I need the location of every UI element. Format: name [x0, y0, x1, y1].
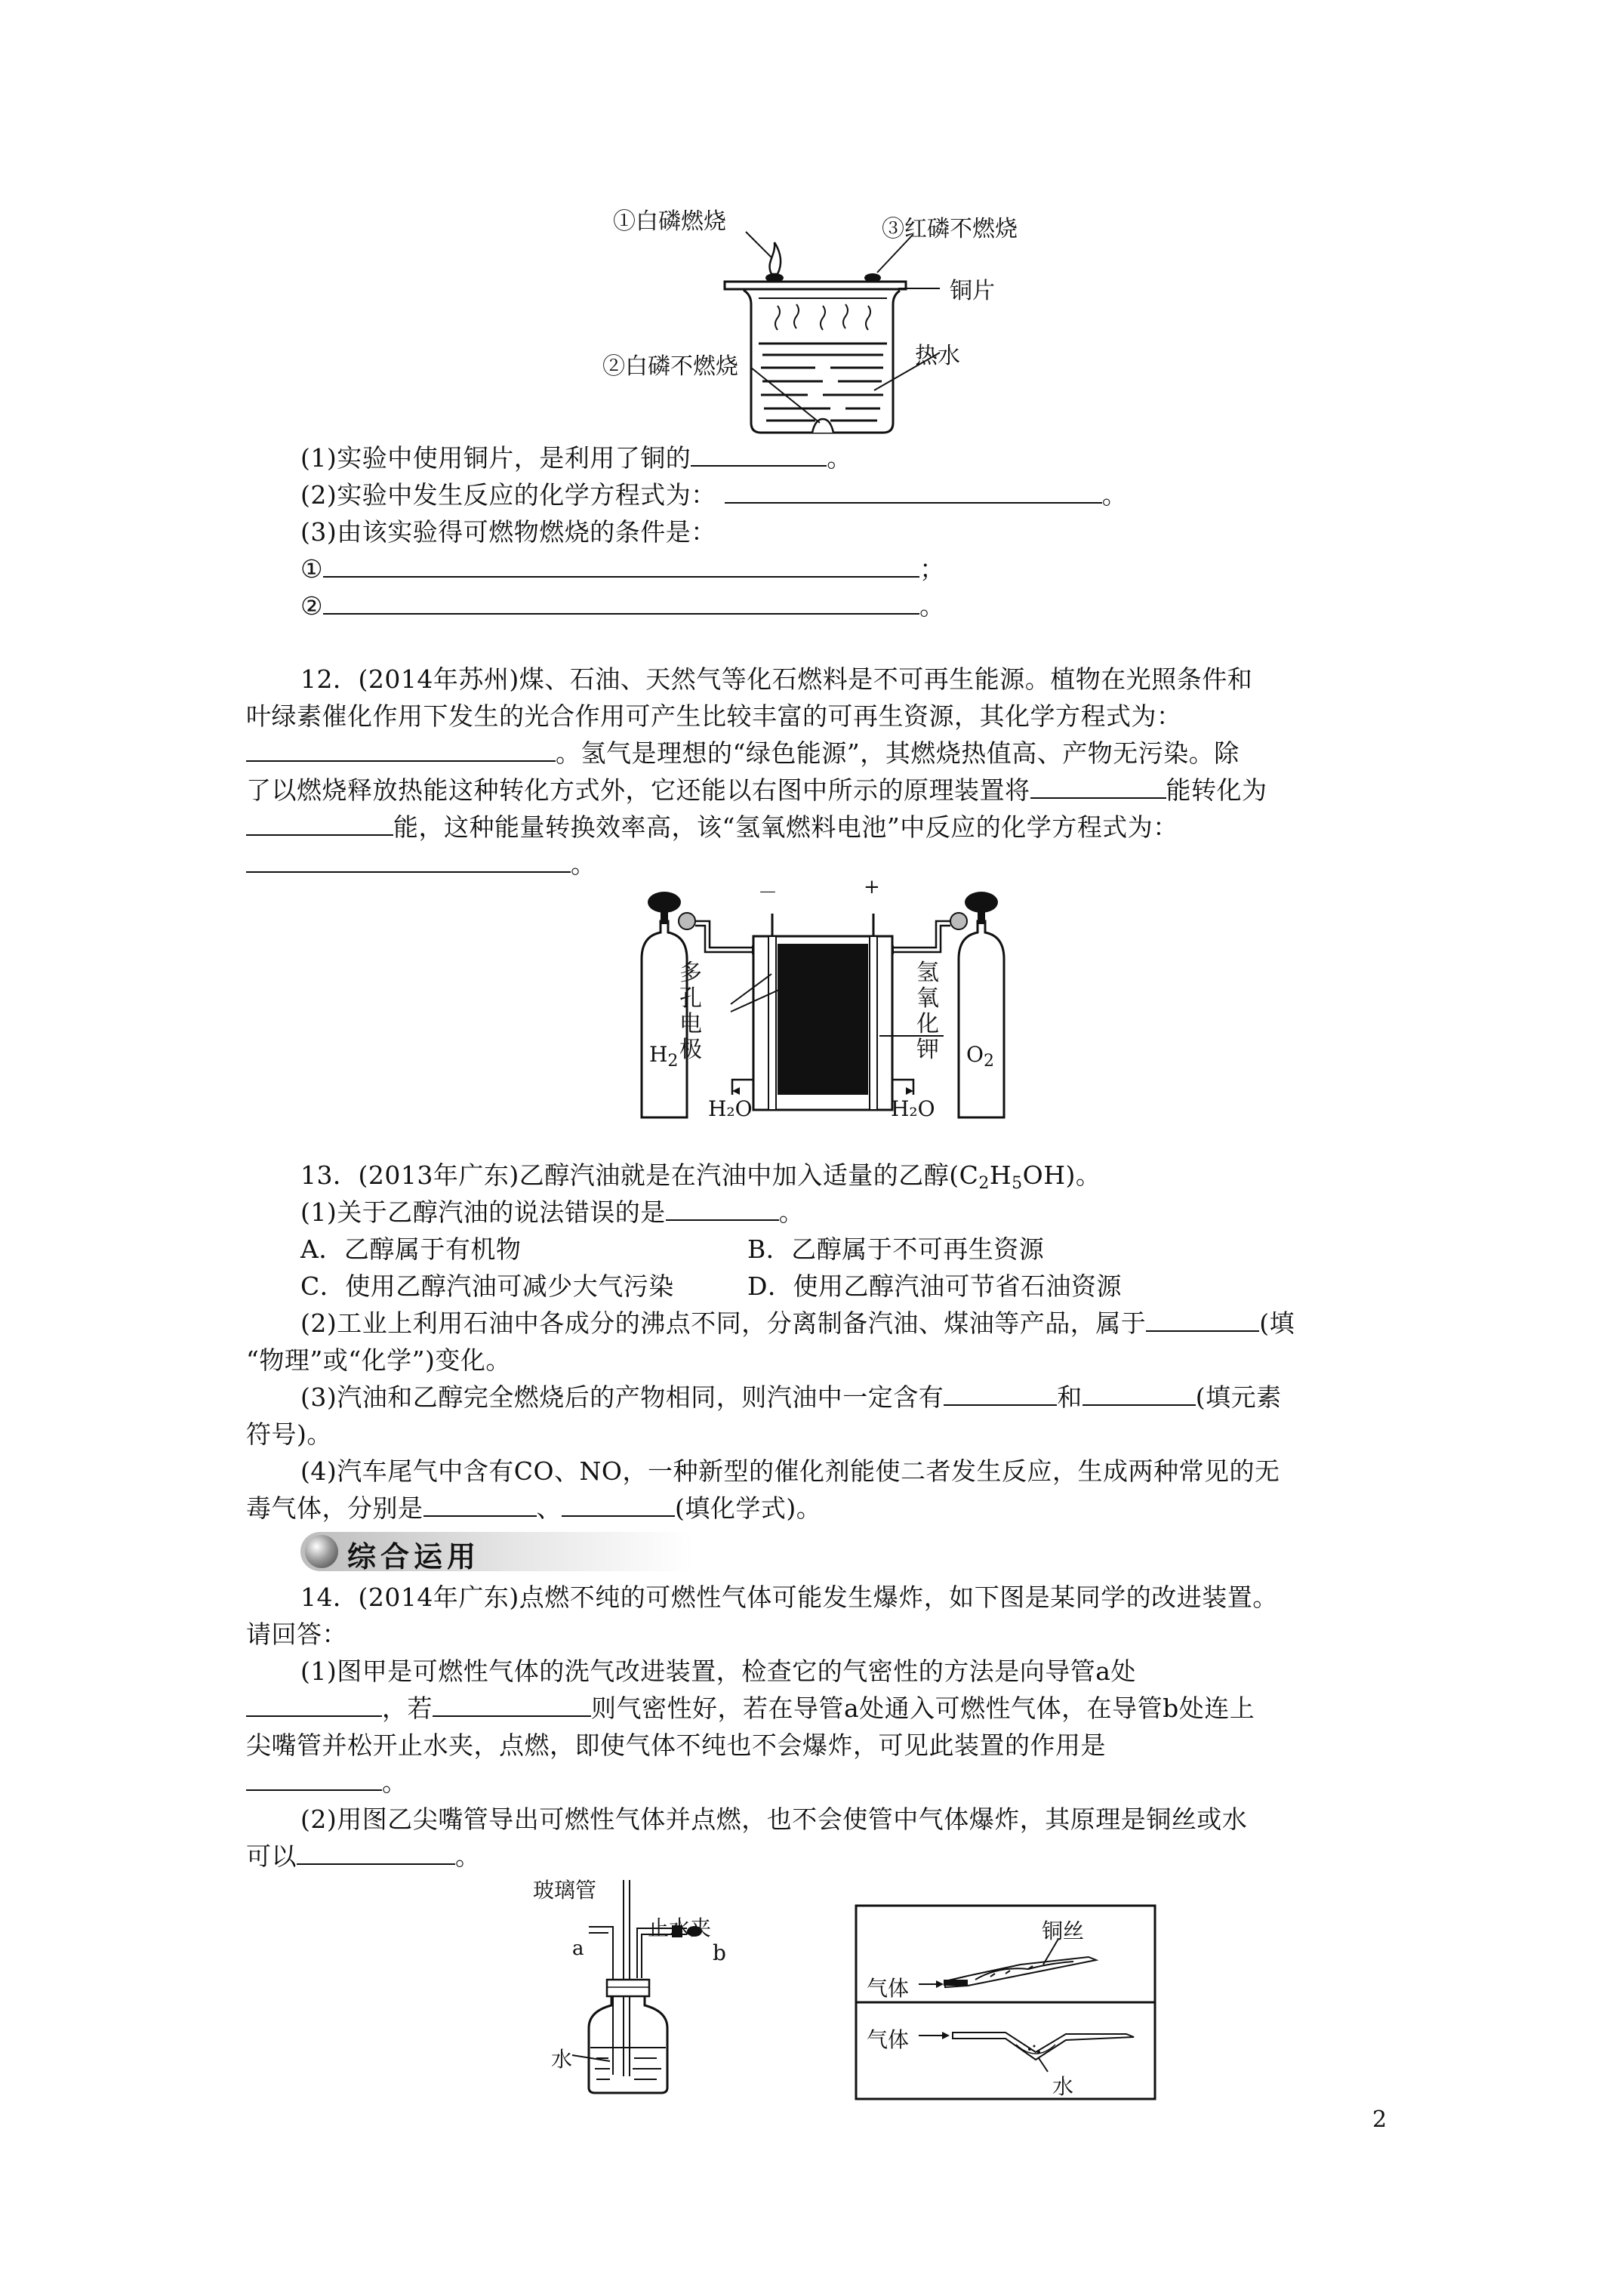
answer-blank[interactable]	[725, 479, 1102, 504]
q13-part4-cont: 毒气体，分别是 、 (填化学式)。	[246, 1493, 822, 1523]
label-negative-terminal: －	[758, 882, 778, 905]
q13-part3-cont: 符号)。	[246, 1419, 332, 1449]
q14-part1-cont: ，若 则气密性好，若在导管a处通入可燃性气体，在导管b处连上	[246, 1692, 1255, 1725]
q13-part2: (2)工业上利用石油中各成分的沸点不同，分离制备汽油、煤油等产品，属于 (填	[300, 1308, 1295, 1338]
answer-blank[interactable]	[1146, 1308, 1259, 1332]
answer-blank[interactable]	[246, 1767, 382, 1791]
answer-blank[interactable]	[1030, 775, 1166, 799]
answer-blank[interactable]	[323, 553, 919, 578]
answer-blank[interactable]	[246, 812, 393, 836]
label-water-nozzle: 水	[1052, 2074, 1074, 2099]
figure-nozzle-tubes	[855, 1904, 1156, 2100]
q13-option-c: C．使用乙醇汽油可减少大气污染	[300, 1271, 674, 1301]
label-h2-cylinder: $H_2$	[649, 1042, 679, 1071]
q14-part1-cont2: 尖嘴管并松开止水夹，点燃，即使气体不纯也不会爆炸，可见此装置的作用是	[246, 1730, 1106, 1760]
answer-blank[interactable]	[297, 1841, 455, 1865]
section-bullet-icon	[305, 1535, 338, 1568]
answer-blank[interactable]	[246, 1693, 382, 1717]
label-water-out-right: H₂O	[891, 1096, 935, 1121]
q11-condition-1: ① ；	[300, 554, 945, 584]
answer-blank[interactable]	[246, 849, 571, 873]
label-copper-plate: 铜片	[950, 278, 995, 304]
q14-line2: 请回答：	[246, 1620, 347, 1649]
label-white-phosphorus-burning: ①白磷燃烧	[613, 208, 726, 235]
q11-part2: (2)实验中发生反应的化学方程式为： 。	[300, 480, 1128, 510]
answer-blank[interactable]	[944, 1382, 1057, 1406]
q13-option-d: D．使用乙醇汽油可节省石油资源	[747, 1271, 1122, 1301]
q13-part4: (4)汽车尾气中含有CO、NO，一种新型的催化剂能使二者发生反应，生成两种常见的无	[300, 1456, 1280, 1486]
q13-part1: (1)关于乙醇汽油的说法错误的是 。	[300, 1197, 805, 1227]
nozzle-tubes-drawing	[855, 1904, 1156, 2100]
q14-part1-cont3: 。	[246, 1766, 408, 1799]
answer-blank[interactable]	[323, 590, 919, 615]
label-water-bottle: 水	[551, 2047, 573, 2072]
answer-blank[interactable]	[246, 738, 556, 762]
q13-part3: (3)汽油和乙醇完全燃烧后的产物相同，则汽油中一定含有 和 (填元素	[300, 1382, 1282, 1412]
q11-condition-2: ② 。	[300, 591, 945, 621]
label-water-clamp: 止水夹	[648, 1915, 712, 1940]
q12-line6: 。	[246, 848, 596, 881]
label-red-phosphorus-not-burning: ③红磷不燃烧	[882, 216, 1018, 242]
q13-intro: 13．(2013年广东)乙醇汽油就是在汽油中加入适量的乙醇$(C_2H_5OH)$。	[300, 1160, 1101, 1193]
label-tube-b: b	[713, 1940, 726, 1965]
label-white-phosphorus-not-burning: ②白磷不燃烧	[602, 353, 738, 380]
answer-blank[interactable]	[562, 1493, 675, 1517]
q12-line5: 能，这种能量转换效率高，该“氢氧燃料电池”中反应的化学方程式为：	[246, 811, 1178, 844]
label-gas-lower: 气体	[867, 2027, 910, 2052]
q14-part2: (2)用图乙尖嘴管导出可燃性气体并点燃，也不会使管中气体爆炸，其原理是铜丝或水	[300, 1804, 1248, 1834]
answer-blank[interactable]	[666, 1197, 779, 1221]
label-tube-a: a	[572, 1937, 584, 1960]
label-hot-water: 热水	[915, 343, 960, 369]
answer-blank[interactable]	[433, 1693, 591, 1717]
answer-blank[interactable]	[1083, 1382, 1196, 1406]
q14-part1: (1)图甲是可燃性气体的洗气改进装置，检查它的气密性的方法是向导管a处	[300, 1657, 1136, 1686]
q14-line1: 14．(2014年广东)点燃不纯的可燃性气体可能发生爆炸，如下图是某同学的改进装置。	[300, 1583, 1278, 1612]
answer-blank[interactable]	[423, 1493, 537, 1517]
q13-option-b: B．乙醇属于不可再生资源	[747, 1234, 1045, 1264]
q12-line4: 了以燃烧释放热能这种转化方式外，它还能以右图中所示的原理装置将 能转化为	[246, 775, 1267, 805]
label-o2-cylinder: $O_2$	[966, 1042, 994, 1071]
q12-line3: 。氢气是理想的“绿色能源”，其燃烧热值高、产物无污染。除	[246, 737, 1240, 770]
page-number: 2	[1372, 2106, 1387, 2133]
q12-line1: 12．(2014年苏州)煤、石油、天然气等化石燃料是不可再生能源。植物在光照条件和	[300, 664, 1253, 694]
section-title: 综合运用	[347, 1539, 481, 1573]
label-water-out-left: H₂O	[708, 1096, 753, 1121]
q14-part2-cont: 可以 。	[246, 1841, 481, 1871]
figure-gas-washing-bottle	[544, 1872, 770, 2099]
q11-part1: (1)实验中使用铜片，是利用了铜的 。	[300, 443, 852, 473]
label-positive-terminal: +	[864, 876, 880, 898]
answer-blank[interactable]	[691, 442, 827, 467]
q12-line2: 叶绿素催化作用下发生的光合作用可产生比较丰富的可再生资源，其化学方程式为：	[246, 701, 1182, 731]
q13-part2-cont: “物理”或“化学”)变化。	[246, 1345, 511, 1375]
label-copper-wire: 铜丝	[1042, 1918, 1085, 1943]
label-gas-upper: 气体	[867, 1976, 910, 2001]
label-glass-tube: 玻璃管	[533, 1878, 597, 1903]
label-porous-electrode: 多 孔 电 极	[679, 960, 702, 1063]
gas-washing-bottle-drawing	[544, 1872, 770, 2099]
q13-option-a: A．乙醇属于有机物	[300, 1234, 522, 1264]
label-potassium-hydroxide: 氢 氧 化 钾	[916, 960, 939, 1063]
q11-part3: (3)由该实验得可燃物燃烧的条件是：	[300, 517, 716, 547]
